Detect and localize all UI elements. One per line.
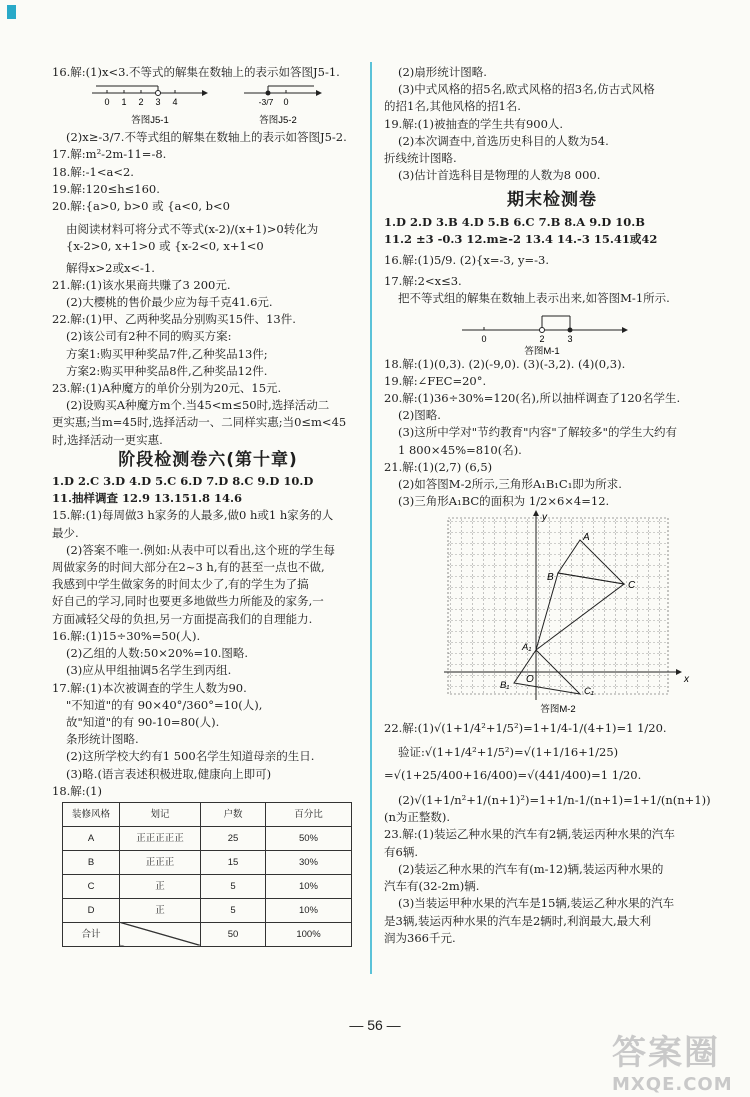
answer-line: 是3辆,装运丙种水果的汽车是2辆时,利润最大,最大利 — [384, 913, 652, 928]
table-row — [63, 874, 352, 898]
tick-label: 0 — [481, 333, 487, 344]
figure-j5-pair — [52, 81, 364, 129]
tick-label: 0 — [104, 97, 110, 108]
tick-label: 0 — [283, 97, 289, 108]
table-cell: 30% — [266, 850, 352, 874]
answer-line: (3)中式风格的招5名,欧式风格的招3名,仿古式风格 — [398, 82, 655, 97]
answer-line: 故"知道"的有 90-10=80(人). — [66, 714, 220, 729]
answer-line: 周做家务的时间大部分在2~3 h,有的甚至一点也不做, — [52, 560, 325, 575]
table-total-row — [63, 922, 352, 946]
point-label: C — [628, 580, 636, 592]
answer-line: (3)三角形A₁BC的面积为 1/2×6×4=12. — [398, 494, 610, 509]
section-heading: 期末检测卷 — [507, 190, 597, 211]
coordinate-grid-m2 — [384, 510, 720, 716]
answer-line: 22.解:(1)甲、乙两种奖品分别购买15件、13件. — [52, 312, 296, 327]
right-column — [384, 64, 720, 947]
watermark — [612, 1025, 742, 1095]
answer-line: 16.解:(1)5/9. (2){x=-3, y=-3. — [384, 253, 550, 268]
answer-line: 解得x>2或x<-1. — [66, 260, 155, 275]
table-header: 户数 — [201, 802, 266, 826]
figure-caption: 答图J5-2 — [259, 115, 297, 127]
answer-line: 20.解:(1)36÷30%=120(名),所以抽样调查了120名学生. — [384, 391, 681, 406]
tick-label: 4 — [172, 97, 178, 108]
table-cell: 正 — [120, 874, 201, 898]
answer-line: (3)估计首选科目是物理的人数为8 000. — [398, 168, 601, 183]
answer-line: 20.解:{a>0, b>0 或 {a<0, b<0 — [52, 199, 230, 214]
answer-line: (3)这所中学对"节约教育"内容"了解较多"的学生大约有 — [398, 425, 677, 440]
answer-line: (2)答案不唯一.例如:从表中可以看出,这个班的学生每 — [66, 542, 335, 557]
table-header: 百分比 — [266, 802, 352, 826]
answer-line: (2)这所学校大约有1 500名学生知道母亲的生日. — [66, 749, 315, 764]
table-cell: 正正正 — [120, 850, 201, 874]
answer-line: 方面减轻父母的负担,另一方面提高我们的自理能力. — [52, 611, 313, 626]
answer-line: 18.解:-1<a<2. — [52, 164, 134, 179]
choice-answers: 1.D 2.C 3.D 4.D 5.C 6.D 7.D 8.C 9.D 10.D — [52, 474, 314, 489]
answer-line: 汽车有(32-2m)辆. — [384, 879, 480, 894]
answer-line: 17.解:(1)本次被调查的学生人数为90. — [52, 680, 247, 695]
answer-line: 17.解:m²-2m-11=-8. — [52, 147, 167, 162]
point-label: A₁ — [522, 642, 532, 654]
answer-line: 润为366千元. — [384, 930, 456, 945]
answer-line: 1 800×45%=810(名). — [398, 442, 522, 457]
answer-line: 把不等式组的解集在数轴上表示出来,如答图M-1所示. — [398, 291, 670, 306]
tick-label: 1 — [121, 97, 127, 108]
tick-label: 2 — [138, 97, 144, 108]
answer-line: 22.解:(1)√(1+1/4²+1/5²)=1+1/4-1/(4+1)=1 1/20. — [384, 721, 667, 736]
table-cell: 5 — [201, 874, 266, 898]
origin-label: O — [526, 674, 534, 686]
answer-line: (2)该公司有2种不同的购买方案: — [66, 329, 232, 344]
table-cell: A — [63, 826, 120, 850]
section-heading: 阶段检测卷六(第十章) — [118, 449, 298, 470]
answer-line: 方案2:购买甲种奖品8件,乙种奖品12件. — [66, 363, 268, 378]
answer-line: (2)大樱桃的售价最少应为每千克41.6元. — [66, 295, 273, 310]
answer-line: =√(1+25/400+16/400)=√(441/400)=1 1/20. — [384, 767, 642, 782]
point-label: C₁ — [584, 686, 594, 698]
diagonal-cell — [120, 922, 201, 946]
answer-line: 好自己的学习,同时也要更多地做些力所能及的家务,一 — [52, 594, 324, 609]
tick-label: 3 — [155, 97, 161, 108]
fill-answers: 11.2 ±3 -0.3 12.m≥-2 13.4 14.-3 15.41或42 — [384, 231, 658, 246]
axis-label-x: x — [684, 674, 689, 686]
answer-line: "不知道"的有 90×40°/360°=10(人), — [66, 697, 263, 712]
answer-line: 验证:√(1+1/4²+1/5²)=√(1+1/16+1/25) — [398, 744, 619, 759]
answer-line: 我感到中学生做家务的时间太少了,有的学生为了搞 — [52, 577, 309, 592]
answer-line: 折线统计图略. — [384, 151, 457, 166]
number-line-figures — [52, 81, 364, 129]
table-cell: 10% — [266, 898, 352, 922]
answer-line: 16.解:(1)15÷30%=50(人). — [52, 628, 201, 643]
table-cell: 正正正正正 — [120, 826, 201, 850]
answer-line: 19.解:(1)被抽查的学生共有900人. — [384, 116, 564, 131]
answer-line: {x-2>0, x+1>0 或 {x-2<0, x+1<0 — [66, 239, 264, 254]
number-line-j5-1 — [92, 86, 208, 126]
answer-line: (3)应从甲组抽调5名学生到丙组. — [66, 663, 232, 678]
table-row — [63, 850, 352, 874]
answer-line: (2)乙组的人数:50×20%=10.图略. — [66, 646, 249, 661]
figure-m2 — [384, 510, 720, 716]
answer-line: 16.解:(1)x<3.不等式的解集在数轴上的表示如答图J5-1. — [52, 65, 340, 79]
answer-line: (3)当装运甲种水果的汽车是15辆,装运乙种水果的汽车 — [398, 896, 675, 911]
answer-line: 方案1:购买甲种奖品7件,乙种奖品13件; — [66, 346, 268, 361]
choice-answers: 1.D 2.D 3.B 4.D 5.B 6.C 7.B 8.A 9.D 10.B — [384, 214, 645, 229]
number-line-m1 — [384, 308, 720, 356]
answer-line: (2)x≥-3/7.不等式组的解集在数轴上的表示如答图J5-2. — [66, 130, 347, 145]
point-label: B — [547, 572, 554, 584]
table-cell: 合计 — [63, 922, 120, 946]
column-divider — [370, 62, 372, 974]
style-tally-table — [62, 802, 352, 947]
answer-line: (2)扇形统计图略. — [398, 65, 487, 79]
axis-label-y: y — [542, 512, 547, 524]
answer-line: 19.解:∠FEC=20°. — [384, 373, 487, 388]
answer-line: (2)装运乙种水果的汽车有(m-12)辆,装运丙种水果的 — [398, 861, 664, 876]
answer-line: 的招1名,其他风格的招1名. — [384, 99, 521, 114]
figure-caption: 答图M-1 — [524, 345, 560, 356]
answer-line: 由阅读材料可将分式不等式(x-2)/(x+1)>0转化为 — [66, 222, 319, 237]
fill-answers: 11.抽样调查 12.9 13.151.8 14.6 — [52, 491, 243, 506]
answer-line: 时,选择活动一更实惠. — [52, 432, 163, 447]
table-header: 划记 — [120, 802, 201, 826]
answer-line: 18.解:(1) — [52, 783, 102, 798]
answer-line: 条形统计图略. — [66, 732, 139, 747]
table-cell: C — [63, 874, 120, 898]
table-row — [63, 826, 352, 850]
answer-line: 21.解:(1)该水果商共赚了3 200元. — [52, 277, 231, 292]
table-cell: 5 — [201, 898, 266, 922]
table-row — [63, 898, 352, 922]
table-header-row — [63, 802, 352, 826]
table-cell: 15 — [201, 850, 266, 874]
answer-line: 21.解:(1)(2,7) (6,5) — [384, 459, 493, 474]
answer-line: (n为正整数). — [384, 810, 451, 825]
watermark-url: MXQE.COM — [612, 1074, 733, 1095]
answer-line: 23.解:(1)装运乙种水果的汽车有2辆,装运丙种水果的汽车 — [384, 827, 675, 842]
answer-line: (2)如答图M-2所示,三角形A₁B₁C₁即为所求. — [398, 477, 622, 492]
tick-label: 2 — [539, 333, 545, 344]
figure-caption: 答图J5-1 — [131, 115, 169, 127]
answer-line: 19.解:120≤h≤160. — [52, 181, 160, 196]
corner-mark — [7, 5, 16, 19]
answer-line: (3)略.(语言表述积极进取,健康向上即可) — [66, 766, 272, 781]
figure-m1 — [384, 308, 720, 356]
table-cell: B — [63, 850, 120, 874]
point-label: B₁ — [500, 680, 510, 692]
answer-line: 18.解:(1)(0,3). (2)(-9,0). (3)(-3,2). (4)(0,3). — [384, 356, 626, 371]
tick-label: -3/7 — [258, 97, 274, 108]
answer-line: (2)√(1+1/n²+1/(n+1)²)=1+1/n-1/(n+1)=1+1/(n(n+1)) — [398, 793, 711, 808]
table-cell: 50% — [266, 826, 352, 850]
watermark-logo-text: 答案圈 — [612, 1033, 720, 1073]
answer-line: 最少. — [52, 525, 79, 540]
table-header: 装修风格 — [63, 802, 120, 826]
table-cell: 50 — [201, 922, 266, 946]
answer-line: 23.解:(1)A种魔方的单价分别为20元、15元. — [52, 381, 282, 396]
point-label: A — [583, 532, 590, 544]
left-column — [52, 64, 364, 947]
table-cell: 25 — [201, 826, 266, 850]
answer-line: 更实惠;当m=45时,选择活动一、二同样实惠;当0≤m<45 — [52, 415, 347, 430]
answer-line: 17.解:2<x≤3. — [384, 274, 462, 289]
tick-label: 3 — [567, 333, 573, 344]
table-cell: 100% — [266, 922, 352, 946]
figure-caption: 答图M-2 — [540, 704, 576, 716]
number-line-j5-2 — [244, 86, 322, 126]
answer-line: 15.解:(1)每周做3 h家务的人最多,做0 h或1 h家务的人 — [52, 508, 334, 523]
answer-line: (2)图略. — [398, 408, 441, 423]
answer-line: (2)设购买A种魔方m个.当45<m≤50时,选择活动二 — [66, 398, 330, 413]
answer-line: 有6辆. — [384, 844, 418, 859]
answer-line: (2)本次调查中,首选历史科目的人数为54. — [398, 133, 609, 148]
table-cell: 正 — [120, 898, 201, 922]
page-number: — 56 — — [349, 1017, 401, 1033]
table-cell: 10% — [266, 874, 352, 898]
table-cell: D — [63, 898, 120, 922]
